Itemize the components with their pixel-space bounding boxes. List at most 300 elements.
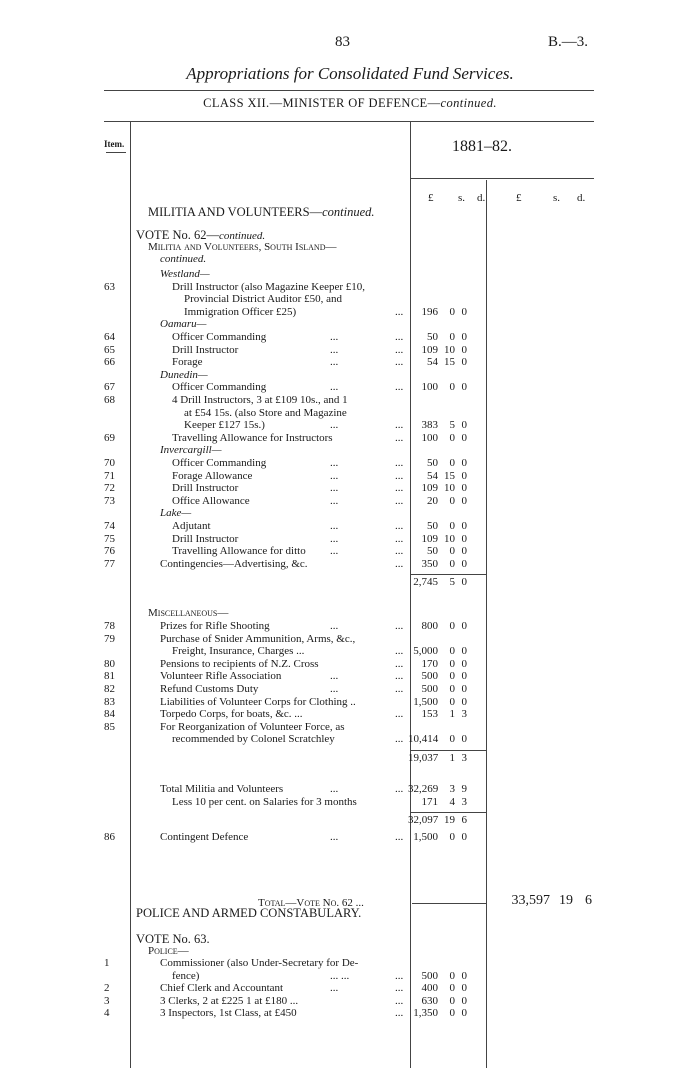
amount-pence: 0: [461, 356, 467, 369]
police-heading: POLICE AND ARMED CONSTABULARY.: [136, 906, 362, 920]
amount-pence: 0: [461, 305, 467, 318]
subtotal-row: [0, 752, 700, 765]
item-header: Item.: [104, 139, 125, 149]
leader-dots: ...: [395, 482, 404, 495]
south-island-continued: continued.: [160, 253, 207, 265]
item-label: fence): [172, 969, 200, 982]
amount-shillings: 10: [444, 343, 455, 356]
item-label: Forage: [172, 356, 203, 369]
item-number: 85: [104, 720, 115, 733]
item-label: Volunteer Rifle Association: [160, 670, 282, 683]
item-label: 3 Inspectors, 1st Class, at £450: [160, 1007, 297, 1020]
amount-shillings: 1: [449, 752, 455, 764]
amount-pounds: 196: [421, 305, 438, 318]
item-number: 64: [104, 331, 115, 343]
amount-pounds: 54: [427, 356, 438, 369]
title-rule: [104, 90, 594, 91]
amount-pounds: 32,097: [408, 814, 439, 827]
amount-shillings: 0: [449, 431, 455, 444]
page-number: 83: [335, 34, 350, 50]
table-row: [0, 982, 700, 995]
leader-dots: ...: [395, 969, 404, 982]
item-number: 2: [104, 982, 110, 995]
item-label: 4 Drill Instructors, 3 at £109 10s., and 1: [172, 394, 348, 406]
item-number: 80: [104, 657, 115, 670]
leader-dots: ...: [395, 381, 404, 394]
amount-shillings: 0: [449, 1007, 455, 1020]
item-number: 73: [104, 494, 115, 507]
amount-shillings: 19: [444, 814, 455, 827]
item-label: Officer Commanding: [172, 381, 267, 394]
amount-pence: 0: [461, 576, 467, 589]
item-label: Officer Commanding: [172, 331, 267, 343]
table-row: [0, 331, 700, 344]
item-number: 71: [104, 469, 115, 482]
vote-63-heading: VOTE No. 63.: [136, 932, 210, 946]
leader-dots: ...: [395, 708, 404, 721]
item-label: Forage Allowance: [172, 469, 253, 482]
leader-dots: ...: [330, 482, 339, 495]
militia-heading-text: MILITIA AND VOLUNTEERS—: [148, 205, 323, 219]
amount-pence: 3: [461, 795, 467, 808]
amount-pounds: 109: [421, 343, 438, 356]
currency-header-pound: £: [428, 192, 434, 204]
amount-pence: 0: [461, 1007, 467, 1020]
class-title: [0, 96, 700, 111]
item-label: Provincial District Auditor £50, and: [184, 293, 342, 306]
year-header-rule: [410, 178, 594, 179]
amount-pence: 0: [461, 520, 467, 532]
item-label: Liabilities of Volunteer Corps for Clothing ..: [160, 695, 356, 708]
leader-dots: ...: [395, 356, 404, 369]
leader-dots: ...: [330, 683, 339, 695]
amount-pounds: 500: [421, 969, 438, 982]
amount-shillings: 0: [449, 683, 455, 695]
leader-dots: ...: [395, 994, 404, 1007]
table-row: [0, 507, 700, 520]
amount-pence: 0: [461, 494, 467, 507]
leader-dots: ...: [330, 494, 339, 507]
amount-shillings: 15: [444, 469, 455, 482]
leader-dots: ...: [395, 670, 404, 683]
amount-pence: 0: [461, 381, 467, 394]
amount-pence: 0: [461, 695, 467, 708]
item-label: Miscellaneous—: [148, 607, 229, 620]
amount-shillings: 0: [449, 381, 455, 394]
leader-dots: ...: [395, 545, 404, 558]
table-row: [0, 607, 700, 620]
amount-pounds: 1,500: [413, 695, 438, 708]
amount-pounds: 500: [421, 683, 438, 695]
item-label: at £54 15s. (also Store and Magazine: [184, 406, 347, 419]
leader-dots: ...: [395, 305, 404, 318]
leader-dots: ...: [330, 620, 339, 632]
amount-pounds: 383: [421, 419, 438, 432]
amount-shillings: 0: [449, 545, 455, 558]
item-label: Lake—: [160, 507, 192, 520]
table-row: [0, 995, 700, 1008]
subtotal-row: [0, 814, 700, 827]
amount-shillings: 0: [449, 982, 455, 995]
subtotal-rule: [410, 750, 486, 751]
amount-pounds: 54: [427, 469, 438, 482]
amount-shillings: 0: [449, 695, 455, 708]
amount-pounds: 109: [421, 532, 438, 545]
item-number: 77: [104, 557, 115, 570]
leader-dots: ...: [395, 620, 404, 632]
militia-heading: [148, 205, 375, 220]
vote-62-total-arrow: [412, 903, 486, 904]
table-row: [0, 268, 700, 281]
item-number: 84: [104, 708, 115, 721]
amount-pence: 0: [461, 620, 467, 632]
amount-pence: 0: [461, 457, 467, 469]
amount-pence: 0: [461, 469, 467, 482]
amount-shillings: 1: [449, 708, 455, 721]
item-label: Office Allowance: [172, 494, 250, 507]
table-row: [0, 520, 700, 533]
currency-header-pound-2: £: [516, 192, 522, 204]
table-row: [0, 470, 700, 483]
amount-shillings: 5: [449, 419, 455, 432]
item-label: Total Militia and Volunteers: [160, 783, 284, 795]
item-label: Refund Customs Duty: [160, 683, 259, 695]
amount-pounds: 2,745: [413, 576, 438, 589]
amount-shillings: 0: [449, 557, 455, 570]
leader-dots: ...: [395, 1007, 404, 1020]
amount-shillings: 0: [449, 305, 455, 318]
amount-pounds: 5,000: [413, 645, 438, 658]
table-row: [0, 318, 700, 331]
page-code: B.—3.: [548, 34, 589, 50]
amount-shillings: 0: [449, 994, 455, 1007]
amount-column-rule: [410, 121, 411, 1068]
amount-pounds: 153: [421, 708, 438, 721]
amount-pence: 6: [461, 814, 467, 827]
amount-pounds: 100: [421, 381, 438, 394]
amount-pounds: 350: [421, 557, 438, 570]
item-label: Westland—: [160, 268, 210, 280]
table-row: [0, 369, 700, 382]
amount-pounds: 50: [427, 520, 438, 532]
table-row: [0, 721, 700, 734]
leader-dots: ...: [330, 469, 339, 482]
leader-dots: ...: [330, 343, 339, 356]
vote-62-text: VOTE No. 62—: [136, 228, 219, 242]
amount-pence: 3: [461, 708, 467, 721]
vote-62-total-dots: ...: [355, 897, 364, 909]
leader-dots: ...: [395, 343, 404, 356]
item-number: 86: [104, 831, 115, 844]
leader-dots: ...: [395, 419, 404, 432]
amount-pence: 0: [461, 657, 467, 670]
item-label: Immigration Officer £25): [184, 305, 297, 318]
item-label: Torpedo Corps, for boats, &c. ...: [160, 708, 303, 721]
police-subheading: Police—: [148, 945, 189, 957]
amount-pence: 3: [461, 752, 467, 764]
table-row: [0, 545, 700, 558]
item-number: 79: [104, 632, 115, 645]
amount-shillings: 0: [449, 520, 455, 532]
table-row: [0, 293, 700, 306]
vote-62-total-shillings: 19: [559, 893, 573, 908]
table-row: [0, 708, 700, 721]
leader-dots: ...: [395, 431, 404, 444]
table-row: [0, 957, 700, 970]
leader-dots: ...: [395, 457, 404, 469]
item-label: Dunedin—: [160, 368, 208, 381]
amount-pence: 0: [461, 343, 467, 356]
table-row: [0, 645, 700, 658]
amount-pounds: 109: [421, 482, 438, 495]
currency-header-shilling-2: s.: [553, 192, 561, 204]
item-label: Officer Commanding: [172, 457, 267, 469]
leader-dots: ...: [330, 381, 339, 394]
item-column-rule: [130, 121, 131, 1068]
table-row: [0, 658, 700, 671]
table-row: [0, 783, 700, 796]
item-label: Drill Instructor: [172, 532, 239, 545]
leader-dots: ...: [330, 331, 339, 343]
militia-heading-continued: continued.: [322, 205, 375, 219]
item-number: 75: [104, 532, 115, 545]
amount-pence: 0: [461, 545, 467, 558]
table-row: [0, 533, 700, 546]
amount-shillings: 0: [449, 831, 455, 844]
amount-shillings: 3: [449, 783, 455, 795]
table-row: [0, 696, 700, 709]
subtotal-rule: [410, 574, 486, 575]
amount-shillings: 0: [449, 494, 455, 507]
item-label: Drill Instructor: [172, 343, 239, 356]
item-number: 69: [104, 431, 115, 444]
amount-shillings: 0: [449, 969, 455, 982]
amount-pence: 0: [461, 994, 467, 1007]
amount-shillings: 0: [449, 620, 455, 632]
leader-dots: ...: [395, 520, 404, 532]
item-number: 72: [104, 482, 115, 495]
table-row: [0, 457, 700, 470]
class-title-text: CLASS XII.—MINISTER OF DEFENCE—: [203, 96, 441, 110]
item-label: Pensions to recipients of N.Z. Cross: [160, 657, 319, 670]
table-row: [0, 356, 700, 369]
amount-shillings: 10: [444, 482, 455, 495]
table-row: [0, 444, 700, 457]
leader-dots: ...: [330, 545, 339, 558]
table-row: [0, 407, 700, 420]
amount-shillings: 0: [449, 670, 455, 683]
page-title: Appropriations for Consolidated Fund Services.: [186, 64, 514, 83]
leader-dots: ...: [395, 733, 404, 746]
item-label: 3 Clerks, 2 at £225 1 at £180 ...: [160, 994, 299, 1007]
leader-dots: ...: [395, 645, 404, 658]
amount-pounds: 170: [421, 657, 438, 670]
amount-pence: 9: [461, 783, 467, 795]
leader-dots: ...: [395, 783, 404, 795]
amount-pounds: 19,037: [408, 752, 439, 764]
item-label: Travelling Allowance for ditto: [172, 545, 306, 558]
leader-dots: ...: [395, 683, 404, 695]
table-row: [0, 831, 700, 844]
amount-pence: 0: [461, 482, 467, 495]
item-label: Prizes for Rifle Shooting: [160, 620, 270, 632]
class-title-continued: continued.: [440, 96, 497, 110]
item-label: Commissioner (also Under-Secretary for De-: [160, 957, 359, 969]
amount-shillings: 4: [449, 795, 455, 808]
item-label: Contingent Defence: [160, 831, 249, 844]
amount-pounds: 171: [421, 795, 438, 808]
table-row: [0, 683, 700, 696]
item-label: Less 10 per cent. on Salaries for 3 months: [172, 795, 357, 808]
item-label: Chief Clerk and Accountant: [160, 982, 284, 995]
leader-dots: ...: [330, 982, 339, 995]
amount-pence: 0: [461, 419, 467, 432]
table-row: [0, 633, 700, 646]
item-label: Invercargill—: [160, 444, 222, 457]
item-header-underline: [106, 152, 126, 153]
amount-pounds: 100: [421, 431, 438, 444]
table-row: [0, 620, 700, 633]
table-row: [0, 281, 700, 294]
leader-dots: ...: [395, 494, 404, 507]
item-label: For Reorganization of Volunteer Force, as: [160, 720, 345, 733]
vote-62-total-pounds: 33,597: [511, 893, 550, 908]
leader-dots: ...: [330, 419, 339, 432]
amount-shillings: 0: [449, 645, 455, 658]
amount-pence: 0: [461, 683, 467, 695]
amount-shillings: 5: [449, 576, 455, 589]
item-number: 67: [104, 381, 115, 394]
amount-pounds: 1,350: [413, 1007, 438, 1020]
item-number: 1: [104, 957, 110, 969]
item-label: recommended by Colonel Scratchley: [172, 733, 335, 746]
item-number: 65: [104, 343, 115, 356]
table-row: [0, 495, 700, 508]
leader-dots: ...: [330, 520, 339, 532]
table-row: [0, 733, 700, 746]
subtotal-rule: [410, 812, 486, 813]
item-number: 68: [104, 394, 115, 406]
table-row: [0, 670, 700, 683]
amount-pence: 0: [461, 831, 467, 844]
amount-pounds: 10,414: [408, 733, 439, 746]
amount-pence: 0: [461, 557, 467, 570]
table-row: [0, 970, 700, 983]
item-number: 74: [104, 520, 115, 532]
amount-pounds: 400: [421, 982, 438, 995]
amount-pounds: 50: [427, 457, 438, 469]
leader-dots: ...: [330, 783, 339, 795]
table-row: [0, 558, 700, 571]
item-label: Drill Instructor: [172, 482, 239, 495]
subtotal-row: [0, 576, 700, 589]
item-label: Travelling Allowance for Instructors: [172, 431, 333, 444]
amount-shillings: 0: [449, 331, 455, 343]
vote-62-continued: continued.: [218, 230, 266, 242]
item-label: Freight, Insurance, Charges ...: [172, 645, 305, 658]
item-label: Keeper £127 15s.): [184, 419, 265, 432]
item-number: 70: [104, 457, 115, 469]
amount-pence: 0: [461, 431, 467, 444]
amount-shillings: 10: [444, 532, 455, 545]
south-island-subheading: Militia and Volunteers, South Island—: [148, 241, 337, 253]
leader-dots: ...: [395, 557, 404, 570]
table-row: [0, 381, 700, 394]
leader-dots: ... ...: [330, 969, 350, 982]
table-row: [0, 344, 700, 357]
table-row: [0, 306, 700, 319]
amount-pounds: 800: [421, 620, 438, 632]
amount-shillings: 0: [449, 733, 455, 746]
amount-pence: 0: [461, 982, 467, 995]
currency-header-pence-2: d.: [577, 192, 586, 204]
leader-dots: ...: [395, 469, 404, 482]
table-top-rule: [104, 121, 594, 122]
item-number: 76: [104, 545, 115, 558]
amount-pounds: 20: [427, 494, 438, 507]
item-label: Oamaru—: [160, 318, 207, 331]
amount-shillings: 0: [449, 457, 455, 469]
leader-dots: ...: [395, 657, 404, 670]
vote-62-total-pence: 6: [585, 893, 592, 908]
item-label: Adjutant: [172, 520, 211, 532]
item-number: 63: [104, 280, 115, 293]
amount-shillings: 0: [449, 657, 455, 670]
item-label: Drill Instructor (also Magazine Keeper £10,: [172, 280, 366, 293]
item-number: 3: [104, 994, 110, 1007]
amount-pence: 0: [461, 645, 467, 658]
amount-pence: 0: [461, 969, 467, 982]
table-row: [0, 1007, 700, 1020]
amount-pounds: 500: [421, 670, 438, 683]
leader-dots: ...: [395, 331, 404, 343]
table-row: [0, 419, 700, 432]
item-number: 81: [104, 670, 115, 683]
item-number: 82: [104, 683, 115, 695]
table-row: [0, 796, 700, 809]
table-row: [0, 482, 700, 495]
item-number: 4: [104, 1007, 110, 1020]
amount-pence: 0: [461, 532, 467, 545]
table-row: [0, 394, 700, 407]
leader-dots: ...: [330, 670, 339, 683]
leader-dots: ...: [330, 457, 339, 469]
currency-header-pence: d.: [477, 192, 486, 204]
leader-dots: ...: [395, 982, 404, 995]
amount-pounds: 1,500: [413, 831, 438, 844]
amount-shillings: 15: [444, 356, 455, 369]
item-number: 78: [104, 620, 115, 632]
amount-pence: 0: [461, 331, 467, 343]
leader-dots: ...: [330, 356, 339, 369]
amount-pounds: 50: [427, 331, 438, 343]
table-row: [0, 432, 700, 445]
item-label: Purchase of Snider Ammunition, Arms, &c.,: [160, 632, 356, 645]
leader-dots: ...: [395, 532, 404, 545]
amount-pounds: 630: [421, 994, 438, 1007]
item-number: 66: [104, 356, 115, 369]
amount-pounds: 32,269: [408, 783, 439, 795]
leader-dots: ...: [330, 532, 339, 545]
currency-header-shilling: s.: [458, 192, 466, 204]
amount-pence: 0: [461, 670, 467, 683]
leader-dots: ...: [395, 831, 404, 844]
item-label: Contingencies—Advertising, &c.: [160, 557, 308, 570]
amount-pounds: 50: [427, 545, 438, 558]
leader-dots: ...: [330, 831, 339, 844]
item-number: 83: [104, 695, 115, 708]
vote-62-total-label: Total—Vote No. 62: [258, 897, 353, 909]
